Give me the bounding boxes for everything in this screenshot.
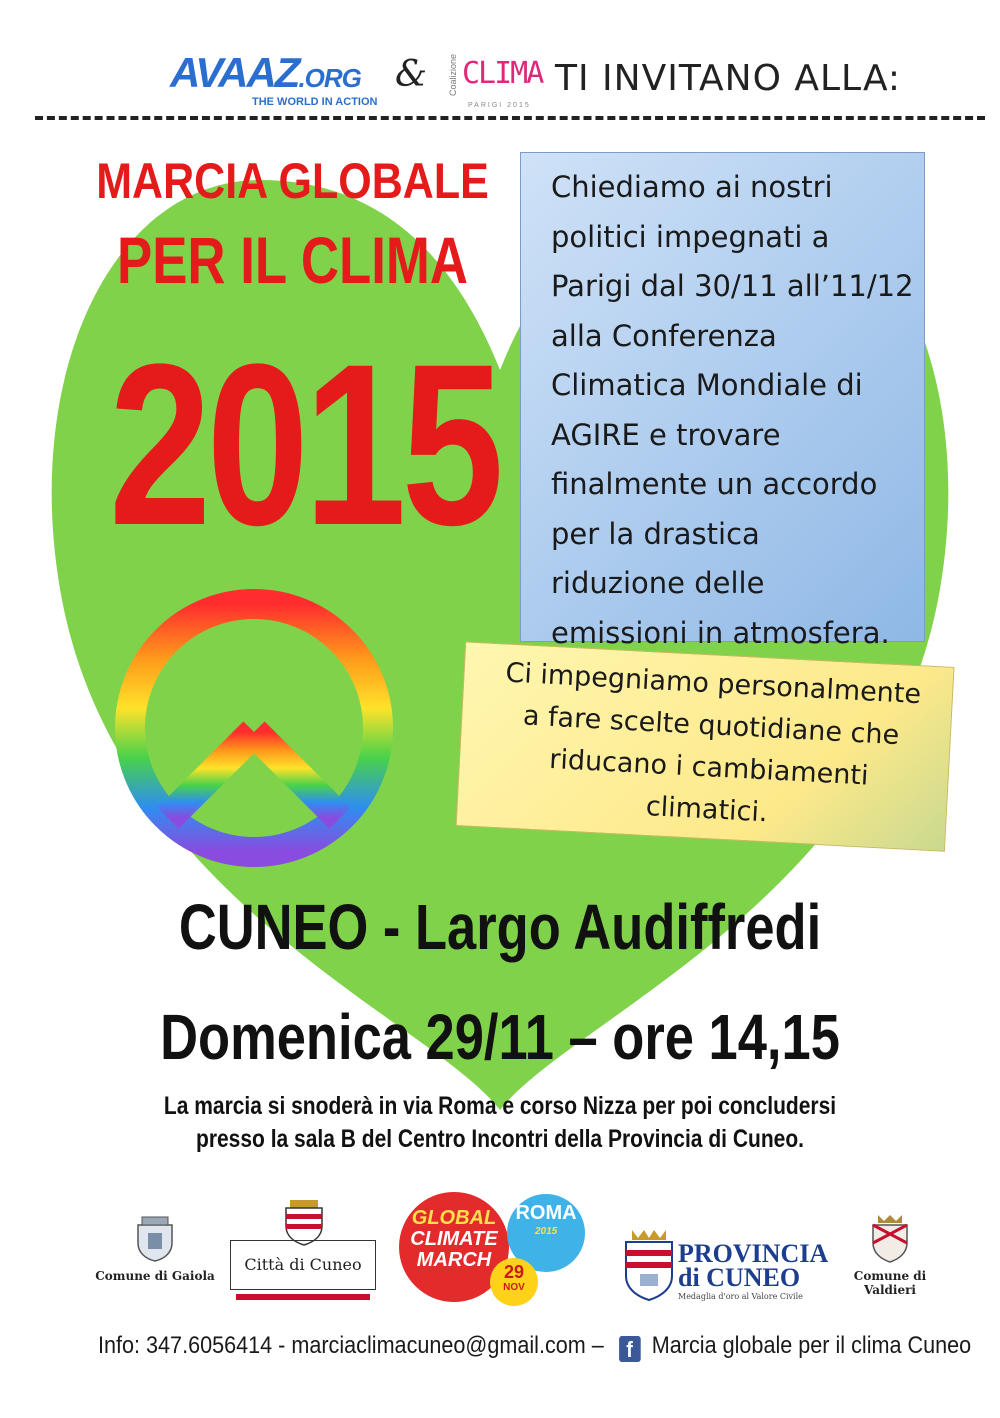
gcm-month: NOV xyxy=(503,1282,525,1293)
gcm-text xyxy=(399,1208,509,1271)
appeal-box xyxy=(520,152,925,650)
event-location: CUNEO - Largo Audiffredi xyxy=(178,891,822,963)
comune-gaiola-logo xyxy=(90,1215,220,1283)
provincia-line-2: di CUNEO xyxy=(678,1263,801,1292)
provincia-cuneo-logo xyxy=(622,1210,829,1310)
event-datetime: Domenica 29/11 – ore 14,15 xyxy=(160,1001,840,1073)
global-climate-march-logo xyxy=(395,1188,595,1313)
roma-year: 2015 xyxy=(535,1226,558,1237)
gcm-line-2: CLIMATE xyxy=(410,1228,498,1250)
gcm-date xyxy=(490,1264,538,1296)
clima-wordmark: CLIMA xyxy=(462,56,543,91)
peace-symbol-icon xyxy=(108,582,400,874)
avaaz-wordmark: AVAAZ xyxy=(170,49,299,96)
valdieri-label: Comune di Valdieri xyxy=(853,1269,927,1297)
clima-subtitle: PARIGI 2015 xyxy=(468,102,531,109)
title-year: 2015 xyxy=(109,316,500,573)
cuneo-city-label: Città di Cuneo xyxy=(244,1255,362,1274)
facebook-page-name: Marcia globale per il clima Cuneo xyxy=(651,1332,972,1359)
avaaz-tagline: THE WORLD IN ACTION xyxy=(252,96,378,108)
clima-side-label: Coalizione xyxy=(448,53,458,97)
event-description-line-1: La marcia si snoderà in via Roma e corso Nizza per poi concludersi xyxy=(163,1092,837,1120)
provincia-subtitle: Medaglia d'oro al Valore Civile xyxy=(678,1292,803,1301)
provincia-shield-icon xyxy=(624,1230,674,1302)
event-description xyxy=(130,1090,869,1156)
cuneo-red-bar xyxy=(236,1294,370,1300)
valdieri-crest-icon xyxy=(870,1215,910,1263)
avaaz-logo xyxy=(170,49,378,108)
facebook-icon: f xyxy=(619,1336,641,1362)
citta-cuneo-logo xyxy=(230,1200,378,1300)
avaaz-domain: .ORG xyxy=(298,63,361,93)
gcm-line-1: GLOBAL xyxy=(411,1207,497,1229)
gaiola-label: Comune di Gaiola xyxy=(95,1269,215,1283)
title-line-1: MARCIA GLOBALE xyxy=(96,153,489,209)
event-description-line-2: presso la sala B del Centro Incontri della Provincia di Cuneo. xyxy=(195,1125,804,1153)
title-line-2: PER IL CLIMA xyxy=(116,223,469,297)
provincia-name xyxy=(678,1239,829,1292)
gcm-day: 29 xyxy=(503,1262,525,1282)
ampersand: & xyxy=(395,54,428,95)
gaiola-crest-icon xyxy=(132,1215,178,1263)
comune-valdieri-logo xyxy=(830,1215,950,1297)
pledge-note xyxy=(455,641,954,851)
pledge-text: Ci impegniamo personalmente a fare scelte quotidiane che riducano i cambiamenti climatici. xyxy=(504,657,922,829)
provincia-line-1: PROVINCIA xyxy=(678,1239,829,1268)
invite-text: TI INVITANO ALLA: xyxy=(555,58,902,99)
header xyxy=(0,40,1000,120)
contact-info: Info: 347.6056414 - marciaclimacuneo@gmail.com – xyxy=(98,1332,604,1359)
appeal-text: Chiediamo ai nostri politici impegnati a Parigi dal 30/11 all’11/12 alla Conferenza Climatica Mondiale di AGIRE e trovare finalmente un accordo per la drastica riduzione delle emissioni in atmosfera. xyxy=(551,170,914,650)
roma-label: ROMA xyxy=(515,1202,577,1224)
coalizione-clima-logo xyxy=(448,50,543,110)
gcm-line-3: MARCH xyxy=(416,1249,492,1271)
footer-info xyxy=(98,1332,972,1362)
